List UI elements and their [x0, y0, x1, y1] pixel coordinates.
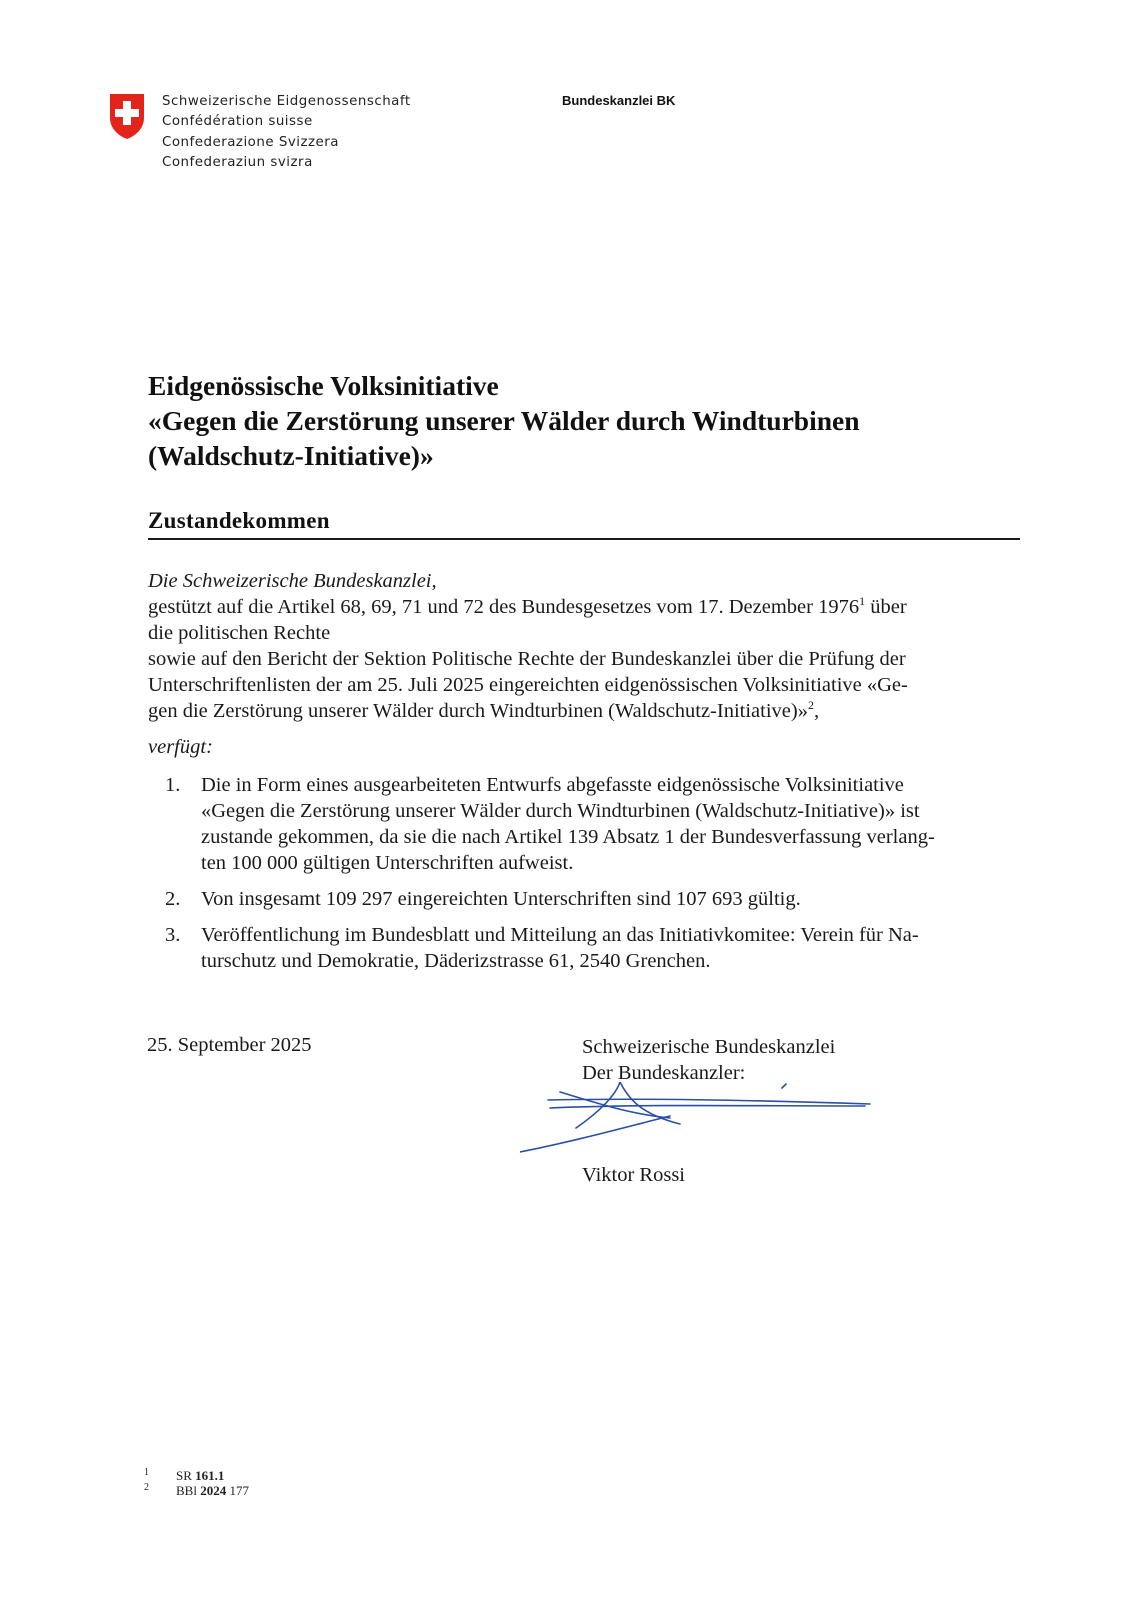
footnote-ref: 2024: [200, 1483, 227, 1498]
decree-body: [148, 568, 1028, 974]
preamble-line: [148, 698, 1028, 724]
signer-role: Der Bundeskanzler:: [582, 1062, 746, 1084]
decree-verb: verfügt:: [148, 736, 213, 758]
signer-block: [582, 1034, 835, 1086]
confederation-name-it: Confederazione Svizzera: [162, 134, 340, 150]
footnote-ref-2: 2: [807, 698, 814, 713]
preamble-text: gestützt auf die Artikel 68, 69, 71 und 72 des Bundesgesetzes vom 17. Dezember 1976: [148, 596, 860, 618]
department-name: Bundeskanzlei BK: [562, 93, 676, 108]
item-line: Von insgesamt 109 297 eingereichten Unterschriften sind 107 693 gültig.: [201, 888, 801, 910]
preamble-intro: Die Schweizerische Bundeskanzlei,: [148, 570, 437, 592]
item-line: ten 100 000 gültigen Unterschriften aufweist.: [201, 852, 574, 874]
item-number: 3.: [165, 924, 181, 946]
footnote-ref-1: 1: [859, 594, 866, 609]
preamble-line: sowie auf den Bericht der Sektion Politische Rechte der Bundeskanzlei über die Prüfung der: [148, 648, 906, 670]
item-number: 1.: [165, 774, 181, 796]
footnote: [144, 1483, 249, 1498]
preamble-line: die politischen Rechte: [148, 622, 331, 644]
list-item: [148, 922, 1028, 974]
item-line: Veröffentlichung im Bundesblatt und Mitteilung an das Initiativkomitee: Verein für Na-: [201, 924, 919, 946]
confederation-name-fr: Confédération suisse: [162, 114, 313, 130]
confederation-name-de: Schweizerische Eidgenossenschaft: [162, 94, 411, 109]
signer-name: Viktor Rossi: [582, 1164, 685, 1186]
signer-org: Schweizerische Bundeskanzlei: [582, 1036, 836, 1058]
heading-rule: [148, 538, 1020, 540]
item-line: zustande gekommen, da sie die nach Artikel 139 Absatz 1 der Bundesverfassung verlang-: [201, 826, 935, 848]
item-line: «Gegen die Zerstörung unserer Wälder durch Windturbinen (Waldschutz-Initiative)» ist: [201, 800, 920, 822]
document-title: [148, 368, 860, 473]
list-item: [148, 772, 1028, 876]
footnote-number: 1: [144, 1467, 149, 1478]
preamble-text: ,: [813, 700, 820, 722]
document-date: 25. September 2025: [147, 1034, 312, 1056]
confederation-names: [162, 92, 411, 173]
title-line: (Waldschutz-Initiative)»: [148, 440, 434, 471]
footnote-text: 177: [226, 1483, 249, 1498]
section-heading: Zustandekommen: [148, 508, 330, 533]
title-line: Eidgenössische Volksinitiative: [148, 370, 499, 401]
preamble-line: Unterschriftenlisten der am 25. Juli 2025 eingereichten eidgenössischen Volksinitiative «Ge-: [148, 674, 908, 696]
preamble-text: über: [865, 596, 907, 618]
confederation-name-rm: Confederaziun svizra: [162, 154, 313, 170]
footnote-text: BBl: [176, 1483, 201, 1498]
footnote-text: SR: [176, 1468, 196, 1483]
item-line: Die in Form eines ausgearbeiteten Entwurfs abgefasste eidgenössische Volksinitiative: [201, 774, 904, 796]
list-item: [148, 886, 1028, 912]
preamble-text: gen die Zerstörung unserer Wälder durch Windturbinen (Waldschutz-Initiative)»: [148, 700, 808, 722]
footnote-ref: 161.1: [195, 1468, 225, 1483]
item-number: 2.: [165, 888, 181, 910]
footnote: [144, 1468, 249, 1483]
handwritten-signature: [520, 1082, 890, 1162]
footnote-number: 2: [144, 1482, 149, 1493]
footnotes: [144, 1468, 249, 1498]
item-line: turschutz und Demokratie, Däderizstrasse 61, 2540 Grenchen.: [201, 950, 711, 972]
swiss-cross-shield-icon: [108, 92, 146, 140]
title-line: «Gegen die Zerstörung unserer Wälder durch Windturbinen: [148, 405, 860, 436]
preamble-line: [148, 594, 1028, 620]
